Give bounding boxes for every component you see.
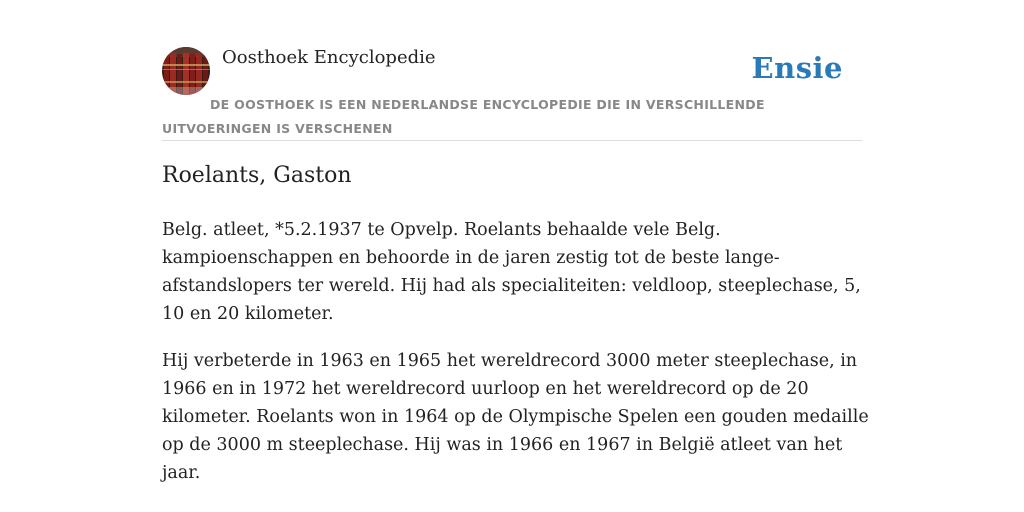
source-title[interactable]: Oosthoek Encyclopedie [222, 47, 436, 68]
article-title: Roelants, Gaston [162, 163, 352, 188]
article-paragraph: Belg. atleet, *5.2.1937 te Opvelp. Roelants behaalde vele Belg. kampioenschappen en behoorde in de jaren zestig tot de beste lange-afstandslopers ter wereld. Hij had als specialiteiten: veldloop, steeplechase, 5, 10 en 20 kilometer. [162, 220, 861, 324]
book-spines-icon [162, 47, 210, 95]
ensie-logo[interactable]: Ensie [751, 51, 843, 85]
source-avatar[interactable] [162, 47, 210, 95]
article-body [162, 216, 870, 506]
source-description: DE OOSTHOEK IS EEN NEDERLANDSE ENCYCLOPEDIE DIE IN VERSCHILLENDE UITVOERINGEN IS VERSCHENEN [162, 97, 765, 136]
article-paragraph: Hij verbeterde in 1963 en 1965 het wereldrecord 3000 meter steeplechase, in 1966 en in 1972 het wereldrecord uurloop en het wereldrecord op de 20 kilometer. Roelants won in 1964 op de Olympische Spelen een gouden medaille op de 3000 m steeplechase. Hij was in 1966 en 1967 in België atleet van het jaar. [162, 351, 869, 483]
source-header [162, 44, 862, 141]
